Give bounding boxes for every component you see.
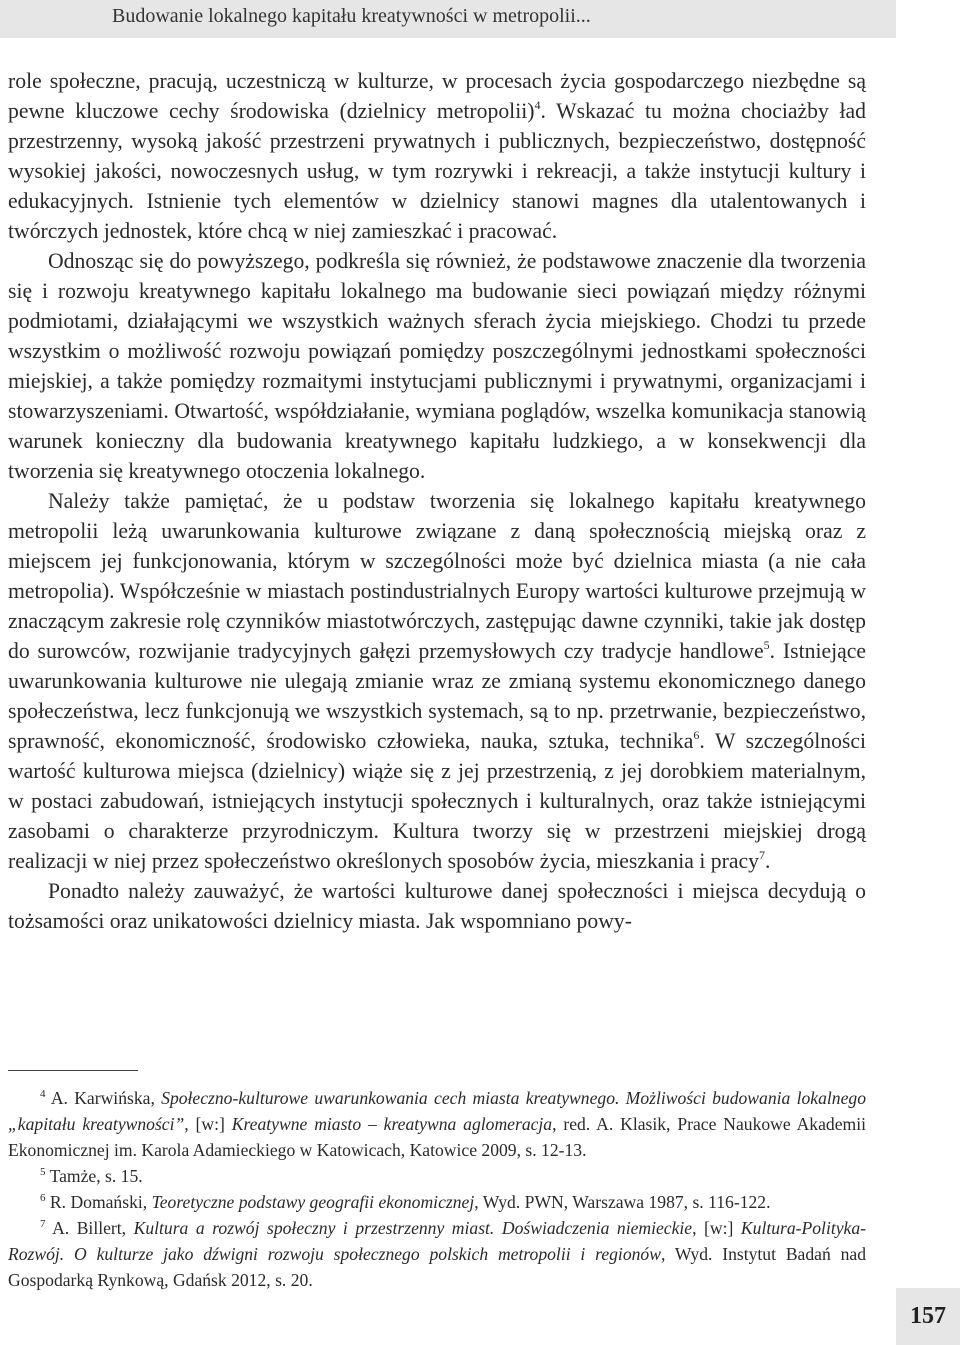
footnote-ref-4[interactable]: 4	[534, 98, 541, 112]
footnote-number: 6	[40, 1192, 46, 1204]
footnote-book: Kreatywne miasto – kreatywna aglomeracja	[231, 1114, 553, 1134]
running-header	[0, 0, 896, 38]
footnotes	[8, 1085, 866, 1293]
footnote-author: A. Karwińska,	[50, 1088, 162, 1108]
footnote-title: Kultura a rozwój społeczny i przestrzenny miast. Doświadczenia niemieckie	[133, 1218, 693, 1238]
footnote-number: 4	[40, 1088, 46, 1100]
footnote-ref-7[interactable]: 7	[758, 848, 765, 862]
footnote-ref-6[interactable]: 6	[693, 728, 700, 742]
footnote-7	[8, 1215, 866, 1293]
footnote-rest: , red. A. Klasik, Prace Naukowe Akademii Ekonomicznej im. Karola Adamieckiego w Katowicach, Katowice 2009, s. 12-13.	[8, 1114, 866, 1160]
paragraph-2: Odnosząc się do powyższego, podkreśla się również, że podstawowe znaczenie dla tworzenia się i rozwoju kreatywnego kapitału lokalnego ma budowanie sieci powiązań między różnymi podmiotami, działającymi we wszystkich ważnych sferach życia miejskiego. Chodzi tu przede wszystkim o możliwość rozwoju powiązań pomiędzy poszczególnymi jednostkami społeczności miejskiej, a także pomiędzy rozmaitymi instytucjami publicznymi i prywatnymi, organizacjami i stowarzyszeniami. Otwartość, współdziałanie, wymiana poglądów, wszelka komunikacja stanowią warunek konieczny dla budowania kreatywnego kapitału ludzkiego, a w konsekwencji dla tworzenia się kreatywnego otoczenia lokalnego.	[8, 249, 866, 483]
footnote-rest: , Wyd. Instytut Badań nad Gospodarką Rynkową, Gdańsk 2012, s. 20.	[8, 1244, 866, 1290]
footnote-author: R. Domański,	[49, 1192, 152, 1212]
footnote-6	[8, 1189, 866, 1215]
paragraph-1-text-b: . Wskazać tu można chociażby ład przestrzenny, wysoką jakość przestrzeni prywatnych i publicznych, bezpieczeństwo, dostępność wysokiej jakości, nowoczesnych usług, w tym rozrywki i rekreacji, a także instytucji kultury i edukacyjnych. Istnienie tych elementów w dzielnicy stanowi magnes dla utalentowanych i twórczych jednostek, które chcą w niej zamieszkać i pracować.	[8, 99, 866, 243]
footnote-separator	[8, 1070, 138, 1071]
footnote-book: Kultura-Polityka-Rozwój. O kulturze jako dźwigni rozwoju społecznego polskich metropolii i regionów	[8, 1218, 866, 1264]
paragraph-3-text-a: Należy także pamiętać, że u podstaw tworzenia się lokalnego kapitału kreatywnego metropolii leżą uwarunkowania kulturowe związane z daną społecznością miejską oraz z miejscem jej funkcjonowania, którym w szczególności może być dzielnica miasta (a nie cała metropolia). Współcześnie w miastach postindustrialnych Europy wartości kulturowe przejmują w znaczącym zakresie rolę czynników miastotwórczych, zastępując dawne czynniki, takie jak dostęp do surowców, rozwijanie tradycyjnych gałęzi przemysłowych czy tradycje handlowe	[8, 489, 866, 663]
running-title: Budowanie lokalnego kapitału kreatywności w metropolii...	[112, 5, 591, 27]
footnote-ref-5[interactable]: 5	[763, 638, 770, 652]
paragraph-1	[8, 66, 866, 246]
paragraph-3-text-d: .	[764, 849, 771, 873]
footnote-in: , [w:]	[692, 1218, 741, 1238]
footnote-number: 7	[40, 1218, 46, 1230]
page-number-box	[896, 1288, 960, 1345]
main-text	[8, 66, 866, 936]
footnote-title: Społeczno-kulturowe uwarunkowania cech miasta kreatywnego. Możliwości budowania lokalnego „kapitału kreatywności”,	[8, 1088, 866, 1134]
paragraph-1-text-a: role społeczne, pracują, uczestniczą w kulturze, w procesach życia gospodarczego niezbędne są pewne kluczowe cechy środowiska (dzielnicy metropolii)	[8, 69, 866, 123]
paragraph-3	[8, 486, 866, 876]
footnote-title: Teoretyczne podstawy geografii ekonomicznej	[151, 1192, 475, 1212]
paragraph-3-text-b: . Istniejące uwarunkowania kulturowe nie ulegają zmianie wraz ze zmianą systemu ekonomicznego danego społeczeństwa, lecz funkcjonują we wszystkich systemach, są to np. przetrwanie, bezpieczeństwo, sprawność, ekonomiczność, środowisko człowieka, nauka, sztuka, technika	[8, 639, 867, 753]
footnote-rest: , Wyd. PWN, Warszawa 1987, s. 116-122.	[474, 1192, 771, 1212]
footnote-number: 5	[40, 1166, 46, 1178]
footnote-5	[8, 1163, 866, 1189]
paragraph-4: Ponadto należy zauważyć, że wartości kulturowe danej społeczności i miejsca decydują o tożsamości oraz unikatowości dzielnicy miasta. Jak wspomniano powy-	[8, 879, 866, 933]
footnote-text: Tamże, s. 15.	[49, 1166, 143, 1186]
footnote-4	[8, 1085, 866, 1163]
footnote-in: [w:]	[188, 1114, 232, 1134]
paragraph-3-text-c: . W szczególności wartość kulturowa miejsca (dzielnicy) wiąże się z jej przestrzenią, z jej dorobkiem materialnym, w postaci zabudowań, istniejących instytucji społecznych i kulturalnych, oraz także istniejącymi zasobami o charakterze przyrodniczym. Kultura tworzy się w przestrzeni miejskiej drogą realizacji w niej przez społeczeństwo określonych sposobów życia, mieszkania i pracy	[8, 729, 867, 873]
page-number: 157	[910, 1303, 946, 1329]
footnote-author: A. Billert,	[52, 1218, 134, 1238]
